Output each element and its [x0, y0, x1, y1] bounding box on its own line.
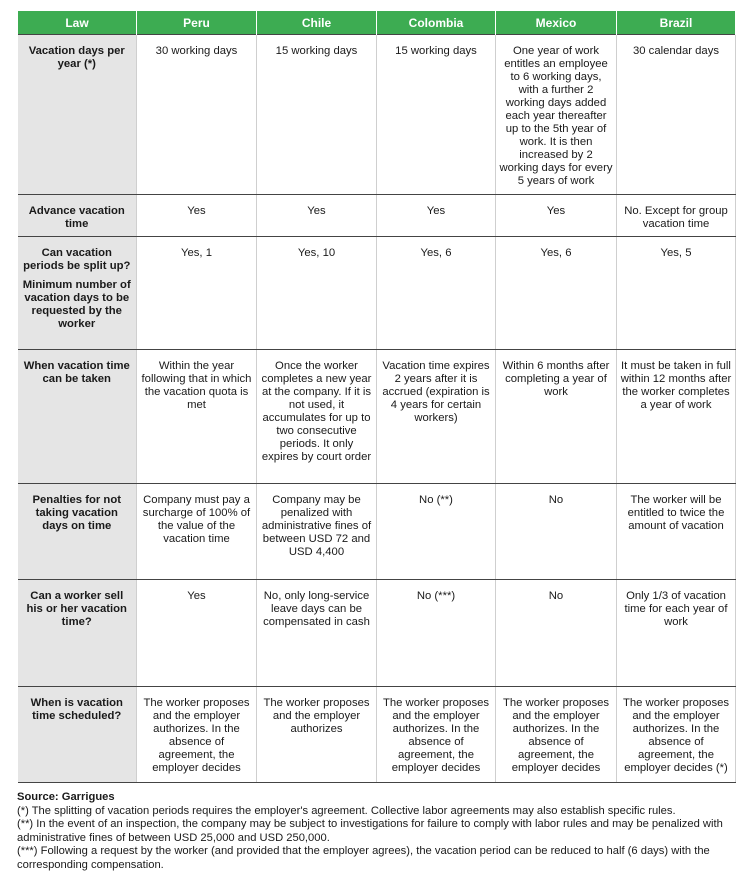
column-header-mexico: Mexico — [496, 11, 617, 35]
footnote: (*) The splitting of vacation periods requires the employer's agreement. Collective labor agreements may also establish specific rules. — [17, 804, 676, 817]
table-cell: 30 working days — [137, 35, 257, 195]
table-cell: Within 6 months after completing a year of work — [496, 350, 617, 484]
table-cell: Within the year following that in which the vacation quota is met — [137, 350, 257, 484]
table-cell: Yes — [377, 195, 496, 237]
column-header-colombia: Colombia — [377, 11, 496, 35]
table-cell: Vacation time expires 2 years after it is accrued (expiration is 4 years for certain workers) — [377, 350, 496, 484]
column-header-brazil: Brazil — [617, 11, 736, 35]
header-row — [18, 11, 736, 35]
table-cell: No. Except for group vacation time — [617, 195, 736, 237]
table-cell: Yes — [137, 580, 257, 687]
row-label: Penalties for not taking vacation days on time — [18, 484, 137, 580]
row-label: Vacation days per year (*) — [18, 35, 137, 195]
row-label: When is vacation time scheduled? — [18, 687, 137, 783]
table-row — [18, 35, 736, 195]
table-cell: Company may be penalized with administrative fines of between USD 72 and USD 4,400 — [257, 484, 377, 580]
table-row — [18, 350, 736, 484]
table-cell: One year of work entitles an employee to 6 working days, with a further 2 working days added each year thereafter up to the 5th year of work. It is then increased by 2 working days for every 5 years of work — [496, 35, 617, 195]
row-label: Advance vacation time — [18, 195, 137, 237]
footnote: (***) Following a request by the worker (and provided that the employer agrees), the vacation period can be reduced to half (6 days) with the corresponding compensation. — [17, 845, 710, 871]
table-cell: Yes, 5 — [617, 237, 736, 350]
table-cell: The worker proposes and the employer authorizes. In the absence of agreement, the employer decides — [496, 687, 617, 783]
source-note: Source: Garrigues — [17, 791, 115, 803]
table-cell: Yes, 6 — [496, 237, 617, 350]
row-label: Can a worker sell his or her vacation time? — [18, 580, 137, 687]
table-cell: 30 calendar days — [617, 35, 736, 195]
row-label: When vacation time can be taken — [18, 350, 137, 484]
table-row — [18, 484, 736, 580]
table-row — [18, 237, 736, 350]
footnote: (**) In the event of an inspection, the company may be subject to investigations for failure to comply with labor rules and may be penalized with administrative fines of between USD 25,000 and USD 250,000. — [17, 818, 723, 844]
row-label-main: Can vacation periods be split up? — [23, 247, 131, 272]
table-cell: No — [496, 484, 617, 580]
table-cell: Yes — [257, 195, 377, 237]
table-cell: The worker proposes and the employer authorizes. In the absence of agreement, the employer decides (*) — [617, 687, 736, 783]
table-row — [18, 580, 736, 687]
table-cell: Company must pay a surcharge of 100% of the value of the vacation time — [137, 484, 257, 580]
table-cell: The worker will be entitled to twice the amount of vacation — [617, 484, 736, 580]
table-row — [18, 195, 736, 237]
table-cell: The worker proposes and the employer authorizes. In the absence of agreement, the employer decides — [137, 687, 257, 783]
column-header-chile: Chile — [257, 11, 377, 35]
table-cell: Yes, 6 — [377, 237, 496, 350]
table-cell: No — [496, 580, 617, 687]
table-cell: No, only long-service leave days can be compensated in cash — [257, 580, 377, 687]
table-row — [18, 687, 736, 783]
column-header-peru: Peru — [137, 11, 257, 35]
table-cell: No (**) — [377, 484, 496, 580]
table-cell: 15 working days — [257, 35, 377, 195]
table-cell: Yes, 10 — [257, 237, 377, 350]
column-header-law: Law — [18, 11, 137, 35]
table-cell: Only 1/3 of vacation time for each year of work — [617, 580, 736, 687]
table-cell: Once the worker completes a new year at the company. If it is not used, it accumulates for up to two consecutive periods. It only expires by court order — [257, 350, 377, 484]
row-label — [18, 237, 137, 350]
table-cell: 15 working days — [377, 35, 496, 195]
comparison-table — [17, 11, 736, 783]
table-cell: It must be taken in full within 12 months after the worker completes a year of work — [617, 350, 736, 484]
table-cell: The worker proposes and the employer authorizes — [257, 687, 377, 783]
table-cell: The worker proposes and the employer authorizes. In the absence of agreement, the employer decides — [377, 687, 496, 783]
table-cell: Yes, 1 — [137, 237, 257, 350]
table-cell: No (***) — [377, 580, 496, 687]
table-cell: Yes — [137, 195, 257, 237]
footnotes — [17, 791, 742, 872]
table-cell: Yes — [496, 195, 617, 237]
row-label-sub: Minimum number of vacation days to be requested by the worker — [22, 279, 131, 330]
